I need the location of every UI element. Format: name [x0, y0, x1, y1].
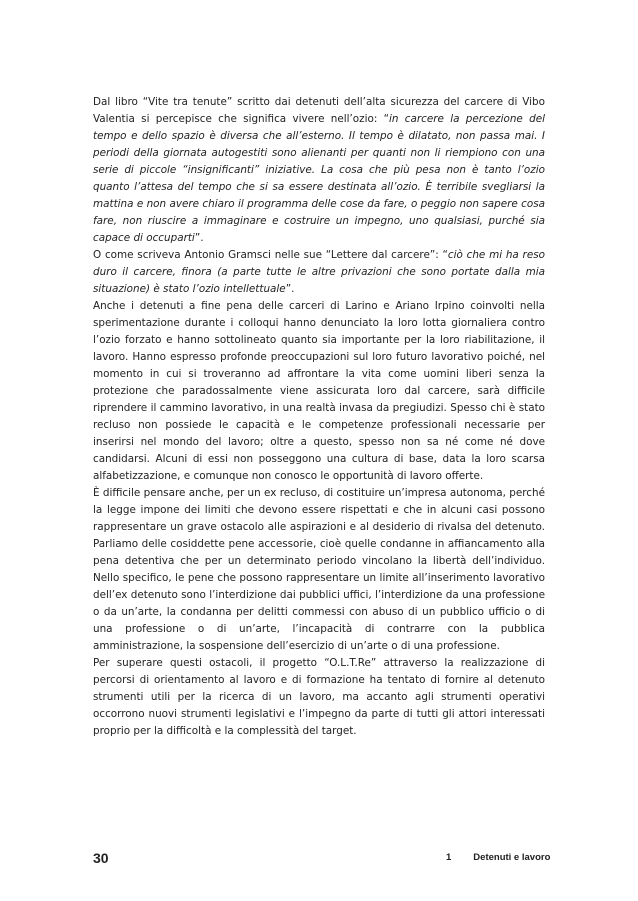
paragraph-text: O come scriveva Antonio Gramsci nelle sue “Lettere dal carcere”: “ — [93, 249, 448, 261]
quote-text: ciò che mi ha reso duro il carcere, finora (a parte tutte le altre privazioni che sono portate dalla mia situazione) è stato l’ozio intellettuale — [93, 249, 545, 295]
paragraph-oltre-project: Per superare questi ostacoli, il progetto “O.L.T.Re” attraverso la realizzazione di percorsi di orientamento al lavoro e di formazione ha tentato di fornire al detenuto strumenti utili per la ricerca di un lavoro, ma accanto agli strumenti operativi occorrono nuovi strumenti legislativi e l’impegno da parte di tutti gli attori interessati proprio per la difficoltà e la complessità del target. — [93, 657, 545, 737]
paragraph-gramsci — [93, 247, 545, 298]
chapter-number: 1 — [446, 852, 452, 863]
page-number: 30 — [93, 850, 109, 866]
running-footer — [446, 852, 550, 863]
chapter-title: Detenuti e lavoro — [473, 852, 551, 863]
quote-text: in carcere la percezione del tempo e dello spazio è diversa che all’esterno. Il tempo è dilatato, non passa mai. I periodi della giornata autogestiti sono alienanti per quanti non li riempiono con una serie di piccole “insignificanti” iniziative. La cosa che più pesa non è tanto l’ozio quanto l’attesa del tempo che si sa essere destinata all’ozio. È terribile svegliarsi la mattina e non avere chiaro il programma delle cose da fare, o peggio non sapere cosa fare, non riuscire a immaginare e costruire un impegno, uno qualsiasi, purché sia capace di occuparti — [93, 113, 545, 244]
paragraph-larino-ariano: Anche i detenuti a fine pena delle carceri di Larino e Ariano Irpino coinvolti nella sperimentazione durante i colloqui hanno denunciato la loro lotta giornaliera contro l’ozio forzato e hanno sottolineato quanto sia importante per la loro riabilitazione, il lavoro. Hanno espresso profonde preoccupazioni sul loro futuro lavorativo poiché, nel momento in cui si troveranno ad affrontare la vita come uomini liberi senza la protezione che paradossalmente viene assicurata loro dal carcere, sarà difficile riprendere il cammino lavorativo, in una realtà invasa da pregiudizi. Spesso chi è stato recluso non possiede le capacità e le competenze professionali necessarie per inserirsi nel mondo del lavoro; oltre a questo, spesso non sa né come né dove candidarsi. Alcuni di essi non posseggono una cultura di base, data la loro scarsa alfabetizzazione, e comunque non conosco le opportunità di lavoro offerte. — [93, 300, 545, 482]
paragraph-text: Dal libro “Vite tra tenute” scritto dai detenuti dell’alta sicurezza del carcere di Vibo Valentia si percepisce che significa vivere nell’ozio: “ — [93, 96, 545, 125]
paragraph-text: ”. — [194, 232, 204, 244]
body-text — [93, 94, 545, 740]
paragraph-vibo-valentia — [93, 94, 545, 247]
paragraph-text: ”. — [285, 283, 295, 295]
paragraph-pene-accessorie: È difficile pensare anche, per un ex recluso, di costituire un’impresa autonoma, perché la legge impone dei limiti che devono essere rispettati e che in alcuni casi possono rappresentare un grave ostacolo alle aspirazioni e al desiderio di rivalsa del detenuto. Parliamo delle cosiddette pene accessorie, cioè quelle condanne in affiancamento alla pena detentiva che per un determinato periodo vincolano la libertà dell’individuo. Nello specifico, le pene che possono rappresentare un limite all’inserimento lavorativo dell’ex detenuto sono l’interdizione dai pubblici uffici, l’interdizione da una professione o da un’arte, la condanna per delitti commessi con abuso di un pubblico ufficio o di una professione o di un’arte, l’incapacità di contrarre con la pubblica amministrazione, la sospensione dell’esercizio di un’arte o di una professione. — [93, 487, 545, 652]
